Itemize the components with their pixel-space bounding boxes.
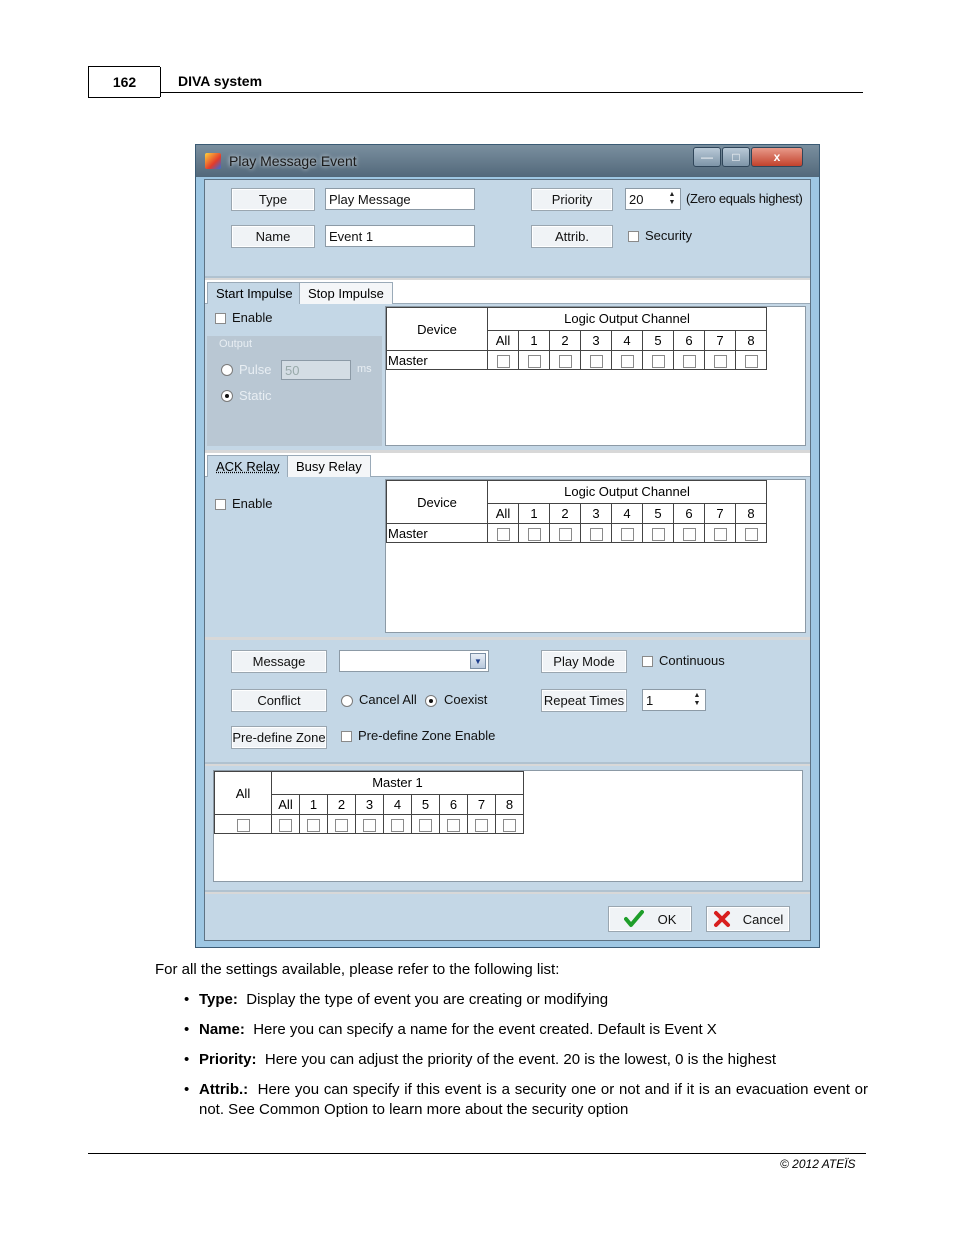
channel-header-cell: 7 [468, 794, 496, 814]
table-row [215, 815, 524, 834]
channel-checkbox-cell[interactable] [674, 524, 705, 543]
channel-checkbox-cell[interactable] [643, 351, 674, 370]
checkbox[interactable] [745, 355, 758, 368]
table-row [387, 524, 767, 543]
channel-header-cell: 2 [328, 794, 356, 814]
term: Type: [199, 991, 238, 1008]
channel-header-cell: All [272, 794, 300, 814]
relay-enable-checkbox[interactable] [215, 499, 226, 510]
checkbox[interactable] [590, 528, 603, 541]
channel-checkbox-cell[interactable] [356, 815, 384, 834]
channel-checkbox-cell[interactable] [384, 815, 412, 834]
impulse-enable-checkbox[interactable] [215, 313, 226, 324]
checkbox[interactable] [590, 355, 603, 368]
predefine-zone-button[interactable]: Pre-define Zone [231, 726, 327, 749]
logic-output-channel-header: Logic Output Channel [488, 481, 767, 504]
intro-paragraph: For all the settings available, please refer to the following list: [155, 961, 560, 978]
checkmark-icon [624, 910, 644, 928]
channel-checkbox-cell[interactable] [488, 524, 519, 543]
checkbox[interactable] [419, 819, 432, 832]
cancel-label: Cancel [742, 911, 784, 927]
output-group [207, 336, 382, 446]
channel-checkbox-cell[interactable] [519, 524, 550, 543]
message-button[interactable]: Message [231, 650, 327, 673]
list-item [178, 990, 868, 1010]
checkbox[interactable] [497, 528, 510, 541]
channel-header-cell: 2 [550, 503, 581, 523]
checkbox[interactable] [745, 528, 758, 541]
pulse-stepper[interactable] [281, 360, 351, 380]
minimize-icon[interactable]: — [693, 147, 721, 167]
channel-header-cell: 4 [612, 330, 643, 350]
message-select[interactable] [339, 650, 489, 672]
dialog-title: Play Message Event [229, 153, 357, 169]
zones-table [214, 771, 524, 834]
zones-all-header: All [215, 772, 272, 815]
checkbox[interactable] [528, 528, 541, 541]
close-icon[interactable]: x [751, 147, 803, 167]
channel-checkbox-cell[interactable] [550, 524, 581, 543]
message-panel [205, 640, 810, 764]
channel-header-cell: 6 [440, 794, 468, 814]
security-checkbox[interactable] [628, 231, 639, 242]
zones-panel [205, 766, 810, 892]
impulse-channel-table [386, 307, 767, 370]
security-label: Security [645, 228, 692, 243]
channel-header-cell: 5 [643, 330, 674, 350]
term: Attrib.: [199, 1081, 249, 1098]
table-row [387, 351, 767, 370]
footer-rule [88, 1153, 866, 1154]
channel-checkbox-cell[interactable] [519, 351, 550, 370]
ok-button[interactable] [608, 906, 692, 932]
output-group-label: Output [219, 338, 253, 350]
copyright: © 2012 ATEÏS [780, 1157, 856, 1171]
channel-header-cell: 8 [736, 503, 767, 523]
repeat-times-stepper[interactable] [642, 689, 706, 711]
relay-channel-table [386, 480, 767, 543]
coexist-label: Coexist [444, 692, 488, 707]
channel-checkbox-cell[interactable] [705, 351, 736, 370]
channel-checkbox-cell[interactable] [581, 351, 612, 370]
cancel-all-label: Cancel All [359, 692, 417, 707]
list-item [178, 1020, 868, 1040]
channel-header-cell: 6 [674, 330, 705, 350]
tab-stop-impulse[interactable]: Stop Impulse [299, 282, 393, 304]
settings-list [178, 990, 868, 1130]
channel-header-cell: 8 [736, 330, 767, 350]
device-header: Device [387, 308, 488, 351]
maximize-icon[interactable]: □ [722, 147, 750, 167]
channel-checkbox-cell[interactable] [705, 524, 736, 543]
checkbox[interactable] [528, 355, 541, 368]
cross-icon [713, 910, 731, 928]
priority-stepper[interactable] [625, 188, 681, 210]
checkbox[interactable] [652, 528, 665, 541]
channel-checkbox-cell[interactable] [736, 351, 767, 370]
title-bar [196, 145, 819, 177]
tab-busy-relay[interactable]: Busy Relay [287, 455, 371, 477]
channel-checkbox-cell[interactable] [272, 815, 300, 834]
ok-label: OK [657, 911, 677, 927]
pulse-radio[interactable] [221, 364, 233, 376]
checkbox[interactable] [307, 819, 320, 832]
channel-header-cell: 3 [581, 330, 612, 350]
channel-header-cell: All [488, 503, 519, 523]
channel-header-cell: 1 [300, 794, 328, 814]
term: Priority: [199, 1051, 257, 1068]
list-item [178, 1080, 868, 1120]
list-item [178, 1050, 868, 1070]
name-field[interactable]: Event 1 [325, 225, 475, 247]
checkbox[interactable] [714, 528, 727, 541]
static-radio[interactable] [221, 390, 233, 402]
play-message-event-dialog [195, 144, 820, 948]
general-panel [205, 180, 810, 278]
repeat-times-value: 1 [646, 692, 654, 708]
checkbox[interactable] [559, 528, 572, 541]
coexist-radio[interactable] [425, 695, 437, 707]
cancel-button[interactable] [706, 906, 790, 932]
channel-checkbox-cell[interactable] [550, 351, 581, 370]
channel-header-cell: 1 [519, 503, 550, 523]
channel-checkbox-cell[interactable] [581, 524, 612, 543]
continuous-label: Continuous [659, 653, 725, 668]
cancel-all-radio[interactable] [341, 695, 353, 707]
relay-channel-grid [385, 479, 806, 633]
tab-start-impulse[interactable]: Start Impulse [207, 282, 302, 304]
channel-checkbox-cell[interactable] [328, 815, 356, 834]
checkbox[interactable] [447, 819, 460, 832]
channel-checkbox-cell[interactable] [440, 815, 468, 834]
play-mode-button[interactable]: Play Mode [541, 650, 627, 673]
static-label: Static [239, 388, 272, 403]
spin-arrows-icon[interactable]: ▲ ▼ [668, 191, 676, 206]
channel-header-cell: 5 [643, 503, 674, 523]
zones-grid [213, 770, 803, 882]
description: Here you can adjust the priority of the event. 20 is the lowest, 0 is the highest [264, 1051, 776, 1068]
channel-checkbox-cell[interactable] [736, 524, 767, 543]
checkbox[interactable] [683, 355, 696, 368]
device-cell: Master [387, 524, 488, 543]
checkbox[interactable] [237, 819, 250, 832]
type-field[interactable]: Play Message [325, 188, 475, 210]
conflict-button[interactable]: Conflict [231, 689, 327, 712]
checkbox[interactable] [335, 819, 348, 832]
channel-header-cell: 3 [581, 503, 612, 523]
device-cell: Master [387, 351, 488, 370]
checkbox[interactable] [497, 355, 510, 368]
checkbox[interactable] [714, 355, 727, 368]
channel-header-cell: All [488, 330, 519, 350]
predefine-zone-enable-checkbox[interactable] [341, 731, 352, 742]
pulse-label: Pulse [239, 362, 272, 377]
channel-header-cell: 7 [705, 330, 736, 350]
predefine-zone-enable-label: Pre-define Zone Enable [358, 728, 496, 743]
checkbox[interactable] [683, 528, 696, 541]
logic-output-channel-header: Logic Output Channel [488, 308, 767, 331]
dialog-content [204, 179, 811, 941]
term: Name: [199, 1021, 245, 1038]
channel-header-cell: 7 [705, 503, 736, 523]
channel-checkbox-cell[interactable] [300, 815, 328, 834]
description: Display the type of event you are creating or modifying [246, 991, 609, 1008]
header-rule [160, 92, 863, 93]
pulse-value: 50 [285, 362, 300, 378]
channel-checkbox-cell[interactable] [674, 351, 705, 370]
repeat-times-button[interactable]: Repeat Times [541, 689, 627, 712]
description: Here you can specify if this event is a security one or not and if it is an evacuation event or not. See Common Option to learn more about the security option [199, 1081, 869, 1118]
checkbox[interactable] [279, 819, 292, 832]
tab-ack-relay[interactable]: ACK Relay [207, 455, 289, 477]
checkbox[interactable] [363, 819, 376, 832]
dialog-footer [205, 894, 810, 940]
spin-arrows-icon[interactable]: ▲ ▼ [693, 692, 701, 707]
channel-checkbox-cell[interactable] [488, 351, 519, 370]
page-number: 162 [88, 66, 160, 98]
channel-header-cell: 2 [550, 330, 581, 350]
name-button[interactable]: Name [231, 225, 315, 248]
channel-header-cell: 8 [496, 794, 524, 814]
checkbox[interactable] [391, 819, 404, 832]
type-button[interactable]: Type [231, 188, 315, 211]
window-controls [693, 147, 813, 169]
pulse-unit: ms [357, 363, 372, 375]
checkbox[interactable] [652, 355, 665, 368]
relay-tab-strip [205, 453, 810, 477]
channel-checkbox-cell[interactable] [643, 524, 674, 543]
channel-header-cell: 6 [674, 503, 705, 523]
impulse-tab-strip [205, 280, 810, 304]
channel-checkbox-cell[interactable] [612, 524, 643, 543]
channel-checkbox-cell[interactable] [612, 351, 643, 370]
channel-header-cell: 4 [612, 503, 643, 523]
channel-checkbox-cell[interactable] [468, 815, 496, 834]
channel-checkbox-cell[interactable] [496, 815, 524, 834]
priority-value: 20 [629, 191, 644, 207]
channel-checkbox-cell[interactable] [412, 815, 440, 834]
relay-tab-body [205, 477, 810, 637]
checkbox[interactable] [621, 528, 634, 541]
channel-header-cell: 4 [384, 794, 412, 814]
checkbox[interactable] [503, 819, 516, 832]
channel-header-cell: 3 [356, 794, 384, 814]
app-icon [205, 153, 221, 169]
chevron-down-icon[interactable]: ▼ [470, 653, 486, 669]
impulse-channel-grid [385, 306, 806, 446]
header-title: DIVA system [178, 73, 263, 89]
master-1-header: Master 1 [272, 772, 524, 795]
channel-header-cell: 1 [519, 330, 550, 350]
continuous-checkbox[interactable] [642, 656, 653, 667]
priority-note: (Zero equals highest) [686, 191, 803, 206]
channel-header-cell: 5 [412, 794, 440, 814]
attrib-button[interactable]: Attrib. [531, 225, 613, 248]
zone-all-cell[interactable] [215, 815, 272, 834]
priority-button[interactable]: Priority [531, 188, 613, 211]
device-header: Device [387, 481, 488, 524]
impulse-enable-label: Enable [232, 310, 273, 325]
checkbox[interactable] [475, 819, 488, 832]
checkbox[interactable] [621, 355, 634, 368]
description: Here you can specify a name for the event created. Default is Event X [253, 1021, 717, 1038]
impulse-tab-body [205, 304, 810, 450]
checkbox[interactable] [559, 355, 572, 368]
relay-enable-label: Enable [232, 496, 273, 511]
